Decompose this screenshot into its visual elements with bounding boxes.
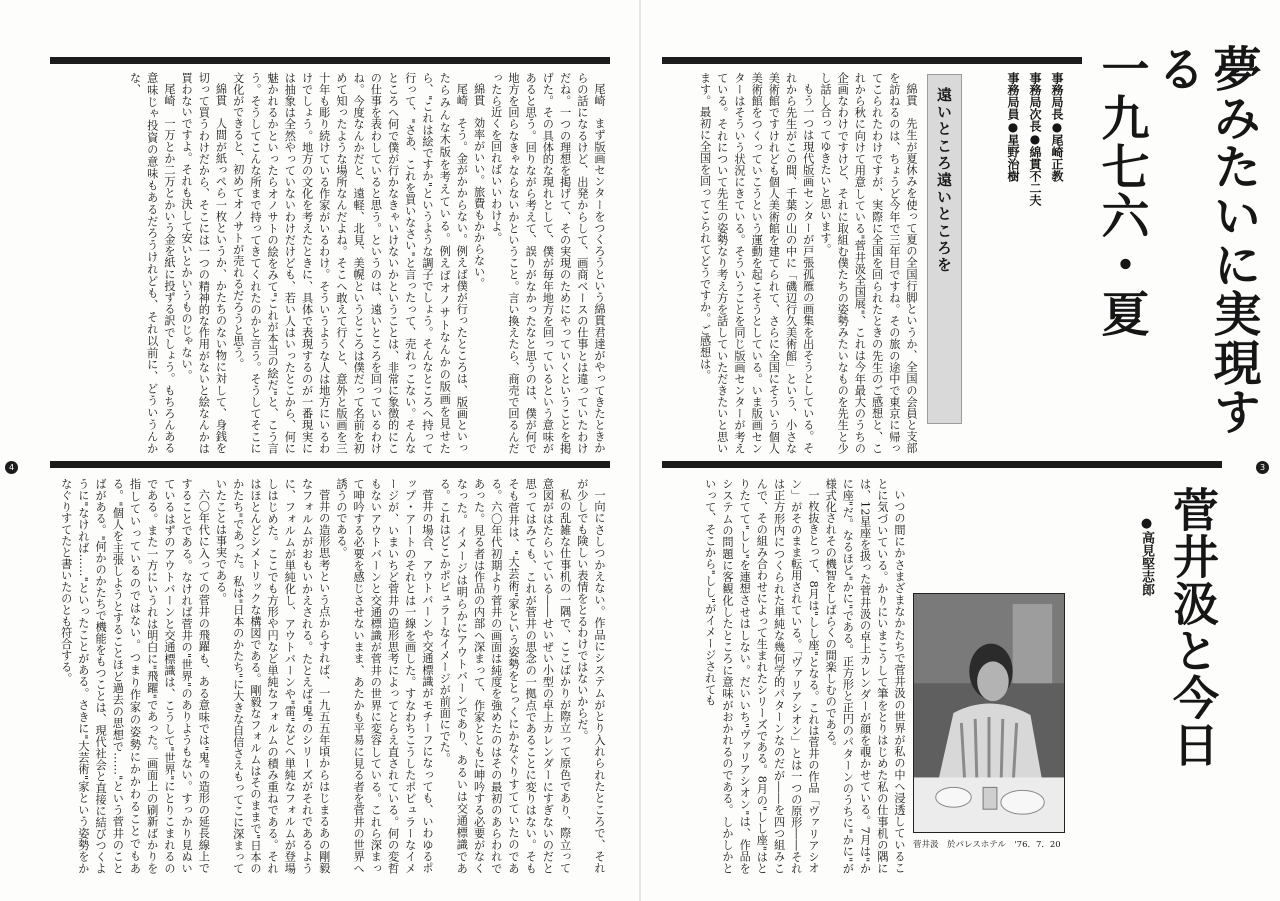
- headline-line: 一九七六・夏: [1093, 44, 1149, 338]
- interview-paragraph: 綿貫 効率がいい。旅費もかからない。: [472, 83, 486, 290]
- staff-name: 事務局員●星野治樹: [1006, 72, 1020, 182]
- photo-caption: 菅井汲 於パレスホテル '76．7．20: [913, 840, 1061, 850]
- interview-continuation: [52, 72, 608, 454]
- top-rule: [50, 57, 610, 64]
- interview-paragraph: 尾崎 そう。金がかからない。例えば僕が行ったところは、版画といったらみんな木版を考えている。例えばオノサトなんかの版画を見せたら、"これは絵ですか"というような調子でしょう。そんなところへ持って行って、"さあ、これを買いなさい"と言ったって、売れっこない。そんなところへ何で僕が行かなきゃいけないかということは、非常に象徴的にこの仕事を表わしていると思う。というのは、遠いところを回っているわけね。今度なんかだと、遠軽、北見、美幌というところは僕だって名前を初めて知ったような場所なんだよね。そこへ敢えて行くと、意外と版画を三十年も彫り続けている作家がいるわけ。そういうような人は地方にいるわけでしょう。地方の文化を考えたときに、具体で表現するのが一番現実には抽象は全然やっていないわけだけども、若い人はいったとこから、何に魅かれるかといったらオノサトの絵をみて"これが本当の絵だ"と、こう言う。そうしてこんな所まで持ってきてくれたのかと言う。そうしてそこに文化ができると、初めてオノサトが売れるだろうと思う。: [231, 72, 469, 454]
- portrait-photo: [913, 593, 1065, 833]
- middle-rule: [50, 461, 610, 468]
- essay-paragraph: 六〇年代に入っての菅井の飛躍も、ある意味では"鬼"の造形の延長線上ですることである。なければ菅井の"世界"のありようもない。すっかり見ぬいているはずのアウトバーンと交通標識は、こうして"世界"にとりこまれるのである。また一方にいうれは明白に"飛躍"であった。画面上の刷新ばかりを指していっているのではない。つまり作家の姿勢にかかわることでもある。"個人を主張しようとすることほど過去の思想で……"という菅井のことばがある。"何かのかたちで機能をもつことは、現代社会と直接に結びつくように"なければ……"といったことがある。さきに"大芸術"家という姿勢をかなぐりすてたと書いたのとも符合する。: [59, 478, 211, 874]
- essay-paragraph: 菅井の場合、アウトバーンや交通標識がモチーフになっても、いわゆるポップ・アートのそれとは一線を画した。すなわちこうしたポピュラーなイメージが、いまいちど菅井の造形思考によってとらえ直されている。何の変哲もないアウトバーンと交通標識が菅井の世界に変容している。これら深まって呻吟する必要を感じさせないまま、あたかも平易に見る者を菅井の世界へ誘うのである。: [334, 478, 434, 874]
- interview-paragraph: もう一つは現代版画センターが戸張孤雁の画集を出そうとしている。それから先生がこの間、千葉の山の中に「磯辺行久美術館」という、小さな美術館ですけれども個人美術館を建てられて、さらに全国にそういう個人美術館をつくっていこうという運動を起こそうとしている。いま版画センターはそういう状況にきている。そういうことを同じ版画センターが考えている。それについて先生の姿勢なり考え方を話していただきたいと思います。最初に全国を回ってこられてどうですか。ご感想は。: [698, 72, 815, 454]
- headline: [1093, 44, 1261, 444]
- essay-paragraph: 一向にさしつかえない。作品にシステムがとり入れられたところで、それが少しでも険しい表情をとるわけではないからだ。: [575, 478, 606, 874]
- staff-name: 事務局次長●綿貫不二夫: [1028, 72, 1042, 206]
- essay-paragraph: いつの間にかさまざまなかたちで菅井汲の世界が私の中へ浸透していることに気づいている。かりにいまこうして筆をとりはじめた私の仕事机の隅には、12星座を扱った菅井汲の卓上カレンダーが顔を覗かせている。7月は"かに座"だ。なるほど"かに"である。正方形と正円のパターンのうちに"かに"が様式化されその機智をしばらくの間楽しむのである。: [824, 478, 906, 874]
- interview-intro: [658, 72, 920, 454]
- headline-line: 夢みたいに実現する: [1149, 44, 1261, 436]
- essay-beginning: [658, 478, 908, 874]
- interview-paragraph: 綿貫 先生が夏休みを使って夏の全国行脚というか、全国の会員と支部を訪ねるのは、ちょうど今年で三年目ですね。その旅の途中で東京に帰ってこられたわけですが、実際に全国を回られたときの先生のご感想と、これから秋に向けて用意している"菅井汲全国展"、これは今年最大のうちの企画なわけですけど、それに取組む僕たちの姿勢みたいなものを先生と少し話し合ってゆきたいと思います。: [818, 72, 918, 454]
- middle-rule: [662, 461, 1222, 468]
- interview-paragraph: 尾崎 まず版画センターをつくろうという綿貫君達がやってきたときからの話になるけど、出発からして、画商ベースの仕事とは違っていたわけだね。一つの理想を掲げて、その実現のためにやっていくということを掲げた。その具体的な現れとして、僕が毎年地方を回っているという意味があると思う。回りながら考えて、誤りがなかったなと思うのは、僕が何で地方を回らなきゃならないかということ。言い換えたら、商売で回るんだったら近くを回ればいいわけよ。: [489, 72, 606, 454]
- essay-continuation: [52, 478, 608, 874]
- essay-title: 菅井汲と今日: [1166, 486, 1220, 768]
- interview-paragraph: 尾崎 一万とか二万とかいう金を紙に投ずる訳でしょう。もちろんある意味じゃ投資の意味もあるだろうけれども、それ以前に、どういうんかな、: [128, 72, 176, 454]
- top-rule: [662, 57, 1082, 64]
- byline: ●高見堅志郎: [1139, 516, 1154, 596]
- essay-paragraph: 私の乱雑な仕事机の一隅で、ここばかりが際立って原色であり、際立って意図がはたらいている――せいぜい小型の卓上カレンダーにすぎないのだと思ってはみても、これが菅井の思念の一拠点であることに変りはない。そもそも菅井は、"大芸術"家という姿勢をとっくにかなぐりすてていたのである。六〇年代初期より菅井の画面は純度を強めたのはその最初のあらわれであった。見る者は作品の内部へ深まって、作家とともに呻吟する必要がなくなった。イメージは明らかにアウトバーンであり、あるいは交通標識である。これはどこかポピュラーなイメージが前面にでた。: [438, 478, 572, 874]
- page-number: 3: [1256, 461, 1269, 474]
- staff-list: [1002, 72, 1068, 272]
- right-page: [640, 0, 1280, 901]
- staff-name: 事務局長●尾崎正教: [1050, 72, 1064, 182]
- interview-paragraph: 綿貫 人間が紙っぺら一枚というか、かたちのない物に対して、身銭を切って買うわけだから、そこには一つの精神的な作用がないと絵なんかは買わないですよ。それも決して安いとかいうものじゃない。: [180, 72, 228, 454]
- essay-paragraph: 菅井の造形思考という点からすれば、一九五五年頃からはじまるあの剛毅なフォルムがおもいかえされる。たとえば"鬼"のシリーズがそれであるように、フォルムが単純化し、アウトバーンや"雷"などへ単純なフォルムが登場しはじめた。ここでも方形や円など単純なフォルムの積み重ねである。それはほとんどシメトリックな構図である。剛毅なフォルムはそのままで"日本のかたち"であった。私は"日本のかたち"に大きな自信さえもってこに深まっていたことは事実である。: [214, 478, 331, 874]
- subtitle-box: 遠いところ遠いところを: [927, 74, 962, 424]
- essay-paragraph: 一枚抜きとって、8月は"しし座"となる。これは菅井の作品「ヴァリアシオン」がそのまま転用されている。「ヴァリアシオン」とは一つの原形――それは正方形内につくられた単純な幾何学的パターンなのだが――を四つ組みこんで、その組み合わせによって生まれたシリーズである。8月の"しし座"はとりたてて"しし"を連想させはしない。だいいち"ヴァリアシオン"は、作品をシステムの問題に客観化したところに意味がおかれるのである。しかしかといって、そこから"しし"がイメージされても: [703, 478, 820, 874]
- page-number: 4: [5, 461, 18, 474]
